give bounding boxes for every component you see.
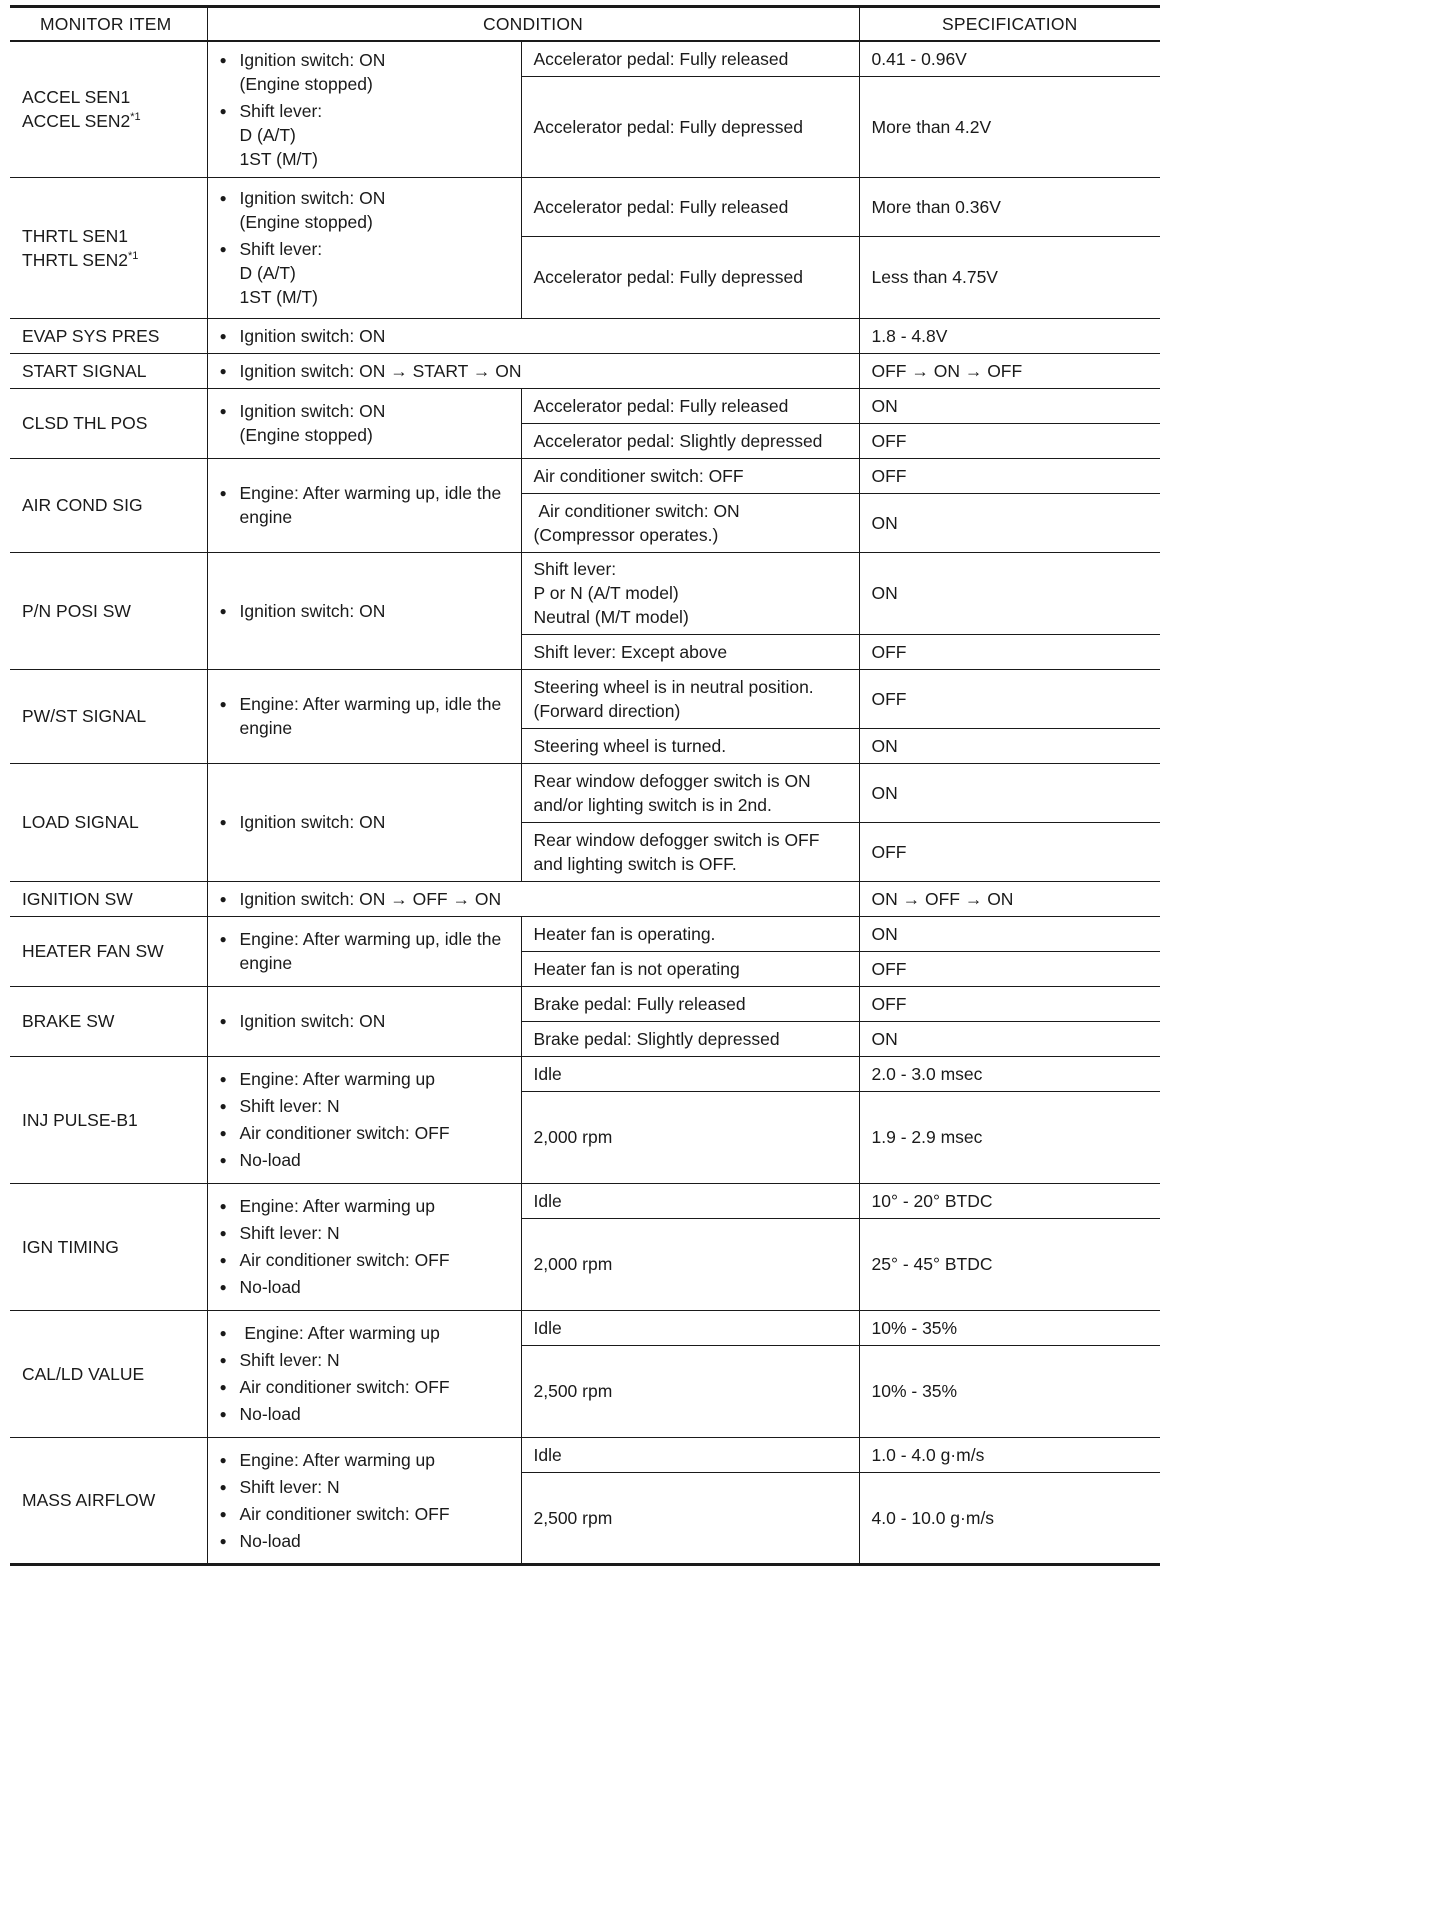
condition-bullet: ● Engine: After warming up (220, 1448, 509, 1472)
table-row (10, 388, 1160, 423)
specification-value: ON (859, 493, 1160, 552)
condition-bullet: ● Ignition switch: ON (220, 324, 847, 348)
monitor-item-name: EVAP SYS PRES (10, 318, 207, 353)
condition-bullet: ● Air conditioner switch: OFF (220, 1121, 509, 1145)
condition-bullet: ● No-load (220, 1529, 509, 1553)
sub-condition: 2,000 rpm (521, 1218, 859, 1310)
monitor-item-name: INJ PULSE-B1 (10, 1056, 207, 1183)
condition-bullet: ● Ignition switch: ON (Engine stopped) (220, 186, 509, 234)
specification-value: 25° - 45° BTDC (859, 1218, 1160, 1310)
specification-value: OFF (859, 822, 1160, 881)
specification-value: 1.9 - 2.9 msec (859, 1091, 1160, 1183)
condition-cell (207, 318, 859, 353)
table-row (10, 353, 1160, 388)
monitor-item-name: HEATER FAN SW (10, 916, 207, 986)
monitor-item-cell (10, 41, 207, 177)
condition-cell (207, 1310, 521, 1437)
condition-cell (207, 1183, 521, 1310)
condition-cell (207, 41, 521, 177)
table-row (10, 1437, 1160, 1472)
sub-condition: Heater fan is not operating (521, 951, 859, 986)
sub-condition: Accelerator pedal: Fully released (521, 177, 859, 236)
condition-bullet: ● Ignition switch: ON → OFF → ON (220, 887, 847, 911)
condition-cell (207, 458, 521, 552)
specification-value: ON (859, 916, 1160, 951)
sub-condition: Accelerator pedal: Fully depressed (521, 236, 859, 318)
specification-value: 4.0 - 10.0 g·m/s (859, 1472, 1160, 1564)
specification-value: 10° - 20° BTDC (859, 1183, 1160, 1218)
monitor-item-name: THRTL SEN1 (22, 225, 128, 246)
sub-condition: Idle (521, 1437, 859, 1472)
table-row (10, 1310, 1160, 1345)
sub-condition: Accelerator pedal: Fully released (521, 41, 859, 76)
condition-cell (207, 1437, 521, 1564)
condition-cell (207, 986, 521, 1056)
monitor-item-name: LOAD SIGNAL (10, 763, 207, 881)
table-row (10, 1056, 1160, 1091)
condition-bullet: ● Ignition switch: ON (Engine stopped) (220, 48, 509, 96)
condition-bullet: ● Ignition switch: ON (220, 1009, 509, 1033)
sub-condition: 2,000 rpm (521, 1091, 859, 1183)
condition-bullet: ● Ignition switch: ON → START → ON (220, 359, 847, 383)
header-specification: SPECIFICATION (859, 7, 1160, 42)
table-row (10, 41, 1160, 76)
sub-condition: Idle (521, 1310, 859, 1345)
sub-condition: Brake pedal: Fully released (521, 986, 859, 1021)
condition-bullet: ● Engine: After warming up, idle the engine (220, 481, 509, 529)
table-row (10, 881, 1160, 916)
condition-cell (207, 177, 521, 318)
condition-cell (207, 916, 521, 986)
condition-bullet: ● Shift lever: N (220, 1221, 509, 1245)
specification-value: OFF (859, 986, 1160, 1021)
condition-bullet: ● Ignition switch: ON (Engine stopped) (220, 399, 509, 447)
sub-condition: 2,500 rpm (521, 1472, 859, 1564)
sub-condition: Accelerator pedal: Fully released (521, 388, 859, 423)
monitor-item-name: BRAKE SW (10, 986, 207, 1056)
monitor-item-name: P/N POSI SW (10, 552, 207, 669)
sub-condition: Heater fan is operating. (521, 916, 859, 951)
specification-value: ON (859, 1021, 1160, 1056)
condition-cell (207, 763, 521, 881)
specification-value: OFF (859, 669, 1160, 728)
specification-value: 1.8 - 4.8V (859, 318, 1160, 353)
table-row (10, 1183, 1160, 1218)
table-row (10, 669, 1160, 728)
header-condition: CONDITION (207, 7, 859, 42)
monitor-item-name: IGNITION SW (10, 881, 207, 916)
specification-value: ON (859, 763, 1160, 822)
sub-condition: Accelerator pedal: Slightly depressed (521, 423, 859, 458)
sub-condition: Rear window defogger switch is ON and/or lighting switch is in 2nd. (521, 763, 859, 822)
sub-condition: Shift lever: P or N (A/T model) Neutral (M/T model) (521, 552, 859, 634)
table-row (10, 552, 1160, 634)
monitor-item-name: THRTL SEN2$^{*1}$ (22, 249, 139, 270)
sub-condition: Air conditioner switch: OFF (521, 458, 859, 493)
sub-condition: Idle (521, 1183, 859, 1218)
condition-bullet: ● Engine: After warming up (220, 1194, 509, 1218)
sub-condition: Steering wheel is in neutral position. (Forward direction) (521, 669, 859, 728)
sub-condition: Accelerator pedal: Fully depressed (521, 76, 859, 177)
table-row (10, 177, 1160, 236)
condition-bullet: ● Shift lever: D (A/T) 1ST (M/T) (220, 99, 509, 171)
monitor-item-cell (10, 177, 207, 318)
sub-condition: Steering wheel is turned. (521, 728, 859, 763)
specification-value: OFF → ON → OFF (859, 353, 1160, 388)
condition-cell (207, 1056, 521, 1183)
condition-bullet: ● Air conditioner switch: OFF (220, 1375, 509, 1399)
sub-condition: Shift lever: Except above (521, 634, 859, 669)
specification-value: OFF (859, 458, 1160, 493)
monitor-item-name: START SIGNAL (10, 353, 207, 388)
condition-bullet: ● Shift lever: D (A/T) 1ST (M/T) (220, 237, 509, 309)
monitor-item-name: CAL/LD VALUE (10, 1310, 207, 1437)
sub-condition: Idle (521, 1056, 859, 1091)
footnote-marker: *1 (130, 111, 141, 124)
monitor-item-name: CLSD THL POS (10, 388, 207, 458)
monitor-spec-table (10, 5, 1160, 1566)
monitor-item-name: MASS AIRFLOW (10, 1437, 207, 1564)
specification-value: OFF (859, 951, 1160, 986)
condition-bullet: ● Shift lever: N (220, 1475, 509, 1499)
condition-bullet: ● Ignition switch: ON (220, 810, 509, 834)
condition-bullet: ● Engine: After warming up (220, 1067, 509, 1091)
condition-bullet: ● Air conditioner switch: OFF (220, 1248, 509, 1272)
specification-value: ON → OFF → ON (859, 881, 1160, 916)
footnote-marker: *1 (128, 249, 139, 262)
specification-value: OFF (859, 634, 1160, 669)
monitor-item-name: AIR COND SIG (10, 458, 207, 552)
monitor-item-name: ACCEL SEN1 (22, 87, 131, 108)
specification-value: 10% - 35% (859, 1310, 1160, 1345)
specification-value: 2.0 - 3.0 msec (859, 1056, 1160, 1091)
monitor-item-name: ACCEL SEN2$^{*1}$ (22, 111, 141, 132)
header-monitor-item: MONITOR ITEM (10, 7, 207, 42)
condition-cell (207, 552, 521, 669)
table-row (10, 318, 1160, 353)
condition-bullet: ● Engine: After warming up, idle the engine (220, 692, 509, 740)
condition-bullet: ● Shift lever: N (220, 1348, 509, 1372)
condition-bullet: ● Shift lever: N (220, 1094, 509, 1118)
condition-bullet: ● Engine: After warming up, idle the engine (220, 927, 509, 975)
sub-condition: Rear window defogger switch is OFF and lighting switch is OFF. (521, 822, 859, 881)
specification-value: ON (859, 388, 1160, 423)
condition-bullet: ● Ignition switch: ON (220, 599, 509, 623)
table-row (10, 916, 1160, 951)
specification-value: ON (859, 552, 1160, 634)
condition-cell (207, 669, 521, 763)
condition-bullet: ● No-load (220, 1275, 509, 1299)
table-row (10, 763, 1160, 822)
specification-value: More than 4.2V (859, 76, 1160, 177)
specification-value: More than 0.36V (859, 177, 1160, 236)
specification-value: 0.41 - 0.96V (859, 41, 1160, 76)
header-row (10, 7, 1160, 42)
condition-cell (207, 388, 521, 458)
condition-cell (207, 353, 859, 388)
condition-bullet: ● Engine: After warming up (220, 1321, 509, 1345)
specification-value: ON (859, 728, 1160, 763)
table-row (10, 986, 1160, 1021)
condition-bullet: ● Air conditioner switch: OFF (220, 1502, 509, 1526)
monitor-item-name: IGN TIMING (10, 1183, 207, 1310)
specification-value: Less than 4.75V (859, 236, 1160, 318)
monitor-item-name: PW/ST SIGNAL (10, 669, 207, 763)
specification-value: 10% - 35% (859, 1345, 1160, 1437)
condition-cell (207, 881, 859, 916)
specification-value: OFF (859, 423, 1160, 458)
condition-bullet: ● No-load (220, 1148, 509, 1172)
sub-condition: Brake pedal: Slightly depressed (521, 1021, 859, 1056)
sub-condition: 2,500 rpm (521, 1345, 859, 1437)
condition-bullet: ● No-load (220, 1402, 509, 1426)
specification-value: 1.0 - 4.0 g·m/s (859, 1437, 1160, 1472)
sub-condition: Air conditioner switch: ON (Compressor operates.) (521, 493, 859, 552)
table-row (10, 458, 1160, 493)
